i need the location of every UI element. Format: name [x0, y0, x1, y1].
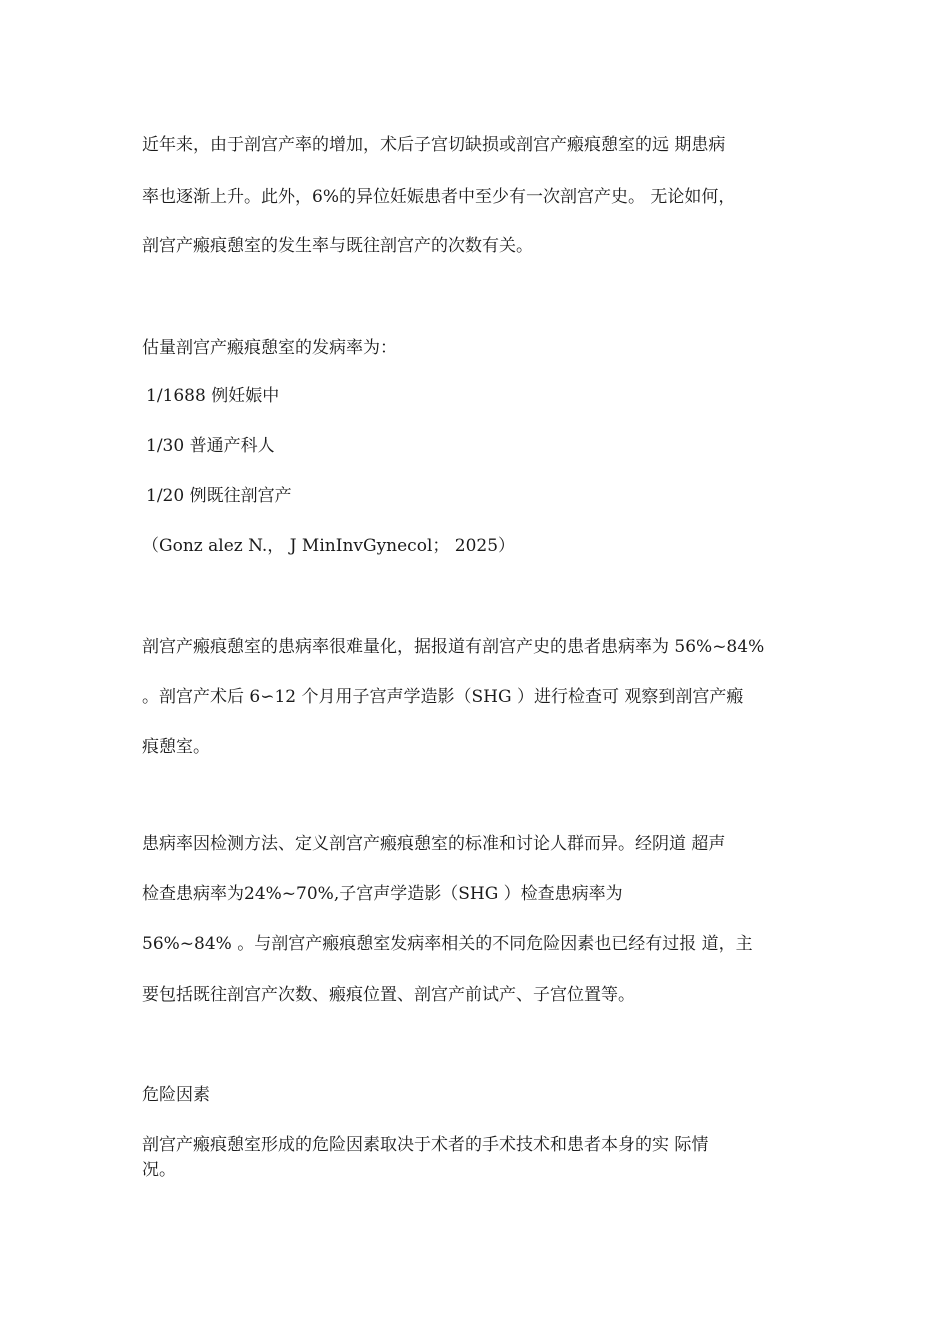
- risk-factors-line-1: 剖宫产瘢痕憩室形成的危险因素取决于术者的手术技术和患者本身的实 际情: [142, 1135, 709, 1155]
- incidence-item-1: 1/1688 例妊娠中: [146, 386, 280, 406]
- paragraph-2-line-2: 。剖宫产术后 6∽12 个月用子宫声学造影（SHG ）进行检查可 观察到剖宫产瘢: [142, 687, 744, 707]
- paragraph-3-line-1: 患病率因检测方法、定义剖宫产瘢痕憩室的标准和讨论人群而异。经阴道 超声: [142, 834, 726, 854]
- paragraph-3-line-2: 检查患病率为24%~70%,子宫声学造影（SHG ）检查患病率为: [142, 884, 623, 904]
- paragraph-1-line-1: 近年来，由于剖宫产率的增加，术后子宫切缺损或剖宫产瘢痕憩室的远 期患病: [142, 135, 726, 155]
- incidence-item-2: 1/30 普通产科人: [146, 436, 275, 456]
- incidence-citation: （Gonz alez N.， J MinInvGynecol； 2025）: [142, 536, 516, 556]
- incidence-intro: 估量剖宫产瘢痕憩室的发病率为：: [142, 338, 397, 358]
- paragraph-2-line-1: 剖宫产瘢痕憩室的患病率很难量化，据报道有剖宫产史的患者患病率为 56%~84%: [142, 637, 765, 657]
- risk-factors-line-2: 况。: [142, 1160, 176, 1180]
- incidence-item-3: 1/20 例既往剖宫产: [146, 486, 292, 506]
- paragraph-1-line-3: 剖宫产瘢痕憩室的发生率与既往剖宫产的次数有关。: [142, 236, 533, 256]
- paragraph-1-line-2: 率也逐渐上升。此外，6%的异位妊娠患者中至少有一次剖宫产史。 无论如何，: [142, 187, 736, 207]
- paragraph-3-line-4: 要包括既往剖宫产次数、瘢痕位置、剖宫产前试产、子宫位置等。: [142, 985, 635, 1005]
- risk-factors-heading: 危险因素: [142, 1085, 210, 1105]
- paragraph-2-line-3: 痕憩室。: [142, 737, 210, 757]
- paragraph-3-line-3: 56%~84% 。与剖宫产瘢痕憩室发病率相关的不同危险因素也已经有过报 道，主: [142, 934, 753, 954]
